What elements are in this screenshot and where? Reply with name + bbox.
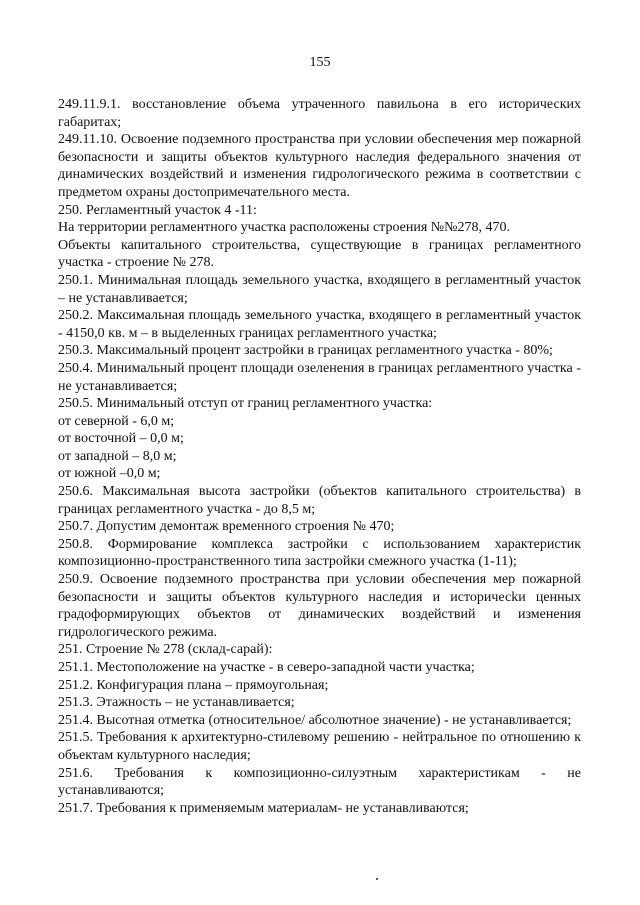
paragraph-buildings-list: На территории регламентного участка расположены строения №№278, 470. xyxy=(58,220,510,236)
paragraph-251: 251. Строение № 278 (склад-сарай): xyxy=(58,642,273,658)
paragraph-250-6: 250.6. Максимальная высота застройки (объектов капитального строительства) в границах регламентного участка - до 8,5 м; xyxy=(58,484,581,517)
paragraph-251-2: 251.2. Конфигурация плана – прямоугольная; xyxy=(58,677,329,693)
setback-north: от северной - 6,0 м; xyxy=(58,413,175,429)
setback-west: от западной – 8,0 м; xyxy=(58,448,177,464)
paragraph-251-1: 251.1. Местоположение на участке - в северо-западной части участка; xyxy=(58,660,475,675)
paragraph-249-11-10: 249.11.10. Освоение подземного пространства при условии обеспечения мер пожарной безопасности и защиты объектов культурного наследия федерального значения от динамических воздействий и изменения гидрологического режима в соответствии с предметом охраны достопримечательного места. xyxy=(58,132,581,200)
page-number: 155 xyxy=(309,55,331,70)
setback-south: от южной –0,0 м; xyxy=(58,466,161,482)
paragraph-250-2: 250.2. Максимальная площадь земельного участка, входящего в регламентный участок - 4150,0 кв. м – в выделенных границах регламентного участка; xyxy=(58,308,581,341)
paragraph-existing-objects: Объекты капитального строительства, существующие в границах регламентного участка - строение № 278. xyxy=(58,237,581,271)
paragraph-250-8: 250.8. Формирование комплекса застройки с использованием характеристик композиционно-пространственного типа застройки смежного участка (1-11); xyxy=(58,536,581,570)
paragraph-250: 250. Регламентный участок 4 -11: xyxy=(58,202,257,218)
setback-east: от восточной – 0,0 м; xyxy=(58,431,184,447)
paragraph-250-3: 250.3. Максимальный процент застройки в границах регламентного участка - 80%; xyxy=(58,343,553,359)
scan-speck xyxy=(376,878,378,880)
paragraph-251-7: 251.7. Требования к применяемым материалам- не устанавливаются; xyxy=(58,800,469,816)
paragraph-251-4: 251.4. Высотная отметка (относительное/ абсолютное значение) - не устанавливается; xyxy=(58,712,572,728)
paragraph-249-11-9-1: 249.11.9.1. восстановление объема утраченного павильона в его исторических габаритах; xyxy=(58,97,581,130)
paragraph-250-9: 250.9. Освоение подземного пространства при условии обеспечения мер пожарной безопасности и защиты объектов культурного наследия и историчесkи ценных градоформирующих объектов от динамических воздействий и изменения гидрологического режима. xyxy=(58,572,581,640)
paragraph-251-3: 251.3. Этажность – не устанавливается; xyxy=(58,695,295,711)
paragraph-250-7: 250.7. Допустим демонтаж временного строения № 470; xyxy=(58,519,395,535)
paragraph-250-4: 250.4. Минимальный процент площади озеленения в границах регламентного участка - не устанавливается; xyxy=(58,360,581,394)
paragraph-251-6: 251.6. Требования к композиционно-силуэтным характеристикам - не устанавливаются; xyxy=(58,765,581,799)
paragraph-251-5: 251.5. Требования к архитектурно-стилевому решению - нейтральное по отношению к объектам культурного наследия; xyxy=(58,730,581,763)
paragraph-250-5: 250.5. Минимальный отступ от границ регламентного участка: xyxy=(58,396,433,412)
paragraph-250-1: 250.1. Минимальная площадь земельного участка, входящего в регламентный участок – не устанавливается; xyxy=(58,272,581,306)
document-body xyxy=(58,96,581,817)
